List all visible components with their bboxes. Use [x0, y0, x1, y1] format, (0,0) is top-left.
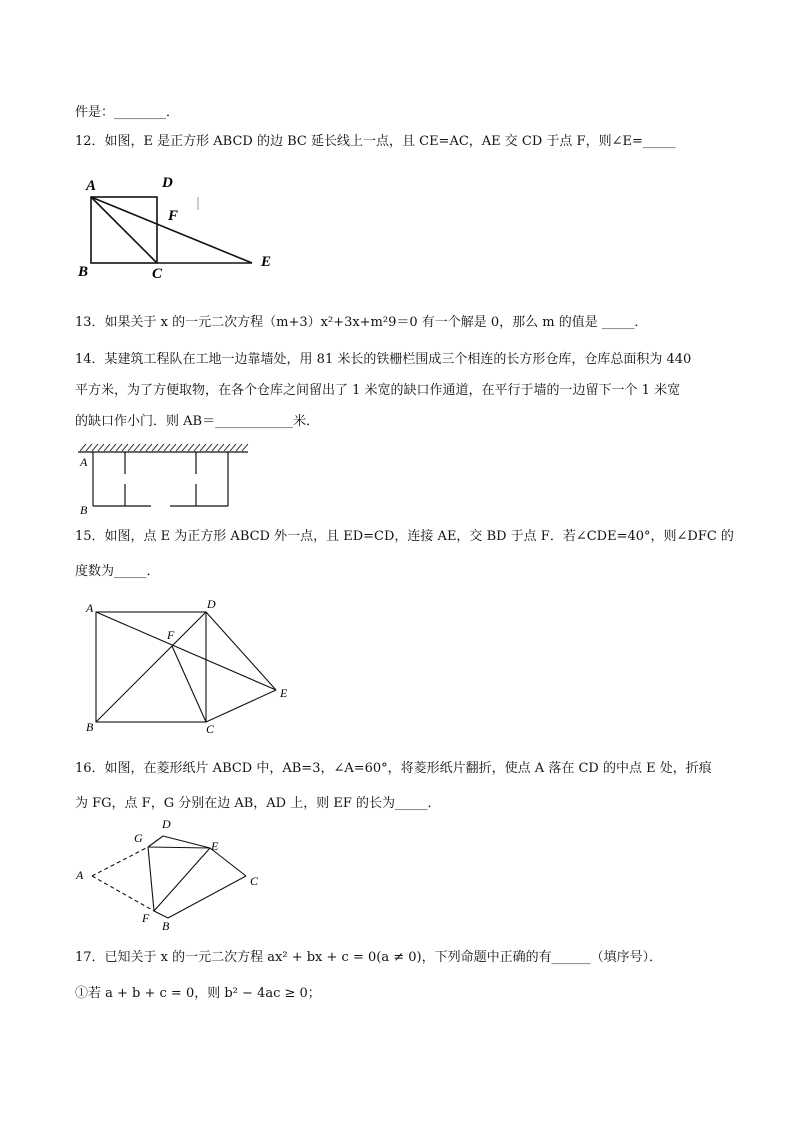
q12-label-a: A — [86, 178, 97, 194]
q14-line1: 14．某建筑工程队在工地一边靠墙处，用 81 米长的铁栅栏围成三个相连的长方形仓库，仓库总面积为 440 — [75, 352, 692, 367]
q16-figure — [70, 810, 270, 935]
q16-line2: 为 FG，点 F，G 分别在边 AB，AD 上，则 EF 的长为_____． — [75, 796, 441, 811]
q12-text: 12．如图，E 是正方形 ABCD 的边 BC 延长线上一点，且 CE=AC，AE 交 CD 于点 F，则∠E=_____ — [75, 134, 676, 149]
q12-label-b: B — [78, 264, 89, 280]
q16-label-g: G — [134, 831, 143, 845]
q12-label-d: D — [162, 175, 173, 191]
q17-text: 17．已知关于 x 的一元二次方程 ax² + bx + c = 0(a ≠ 0)，下列命题中正确的有______（填序号）． — [75, 950, 663, 965]
q11-tail: 件是：________． — [75, 105, 180, 120]
q16-label-c: C — [250, 874, 259, 888]
q12-figure — [70, 170, 290, 285]
q16-label-b: B — [162, 919, 170, 933]
q15-label-c: C — [206, 722, 215, 736]
q16-label-f: F — [142, 911, 150, 925]
q15-line1: 15．如图，点 E 为正方形 ABCD 外一点，且 ED=CD，连接 AE，交 BD 于点 F．若∠CDE=40°，则∠DFC 的 — [75, 529, 734, 544]
q12-label-c: C — [152, 266, 163, 282]
q14-line2: 平方米，为了方便取物，在各个仓库之间留出了 1 米宽的缺口作通道，在平行于墙的一边留下一个 1 米宽 — [75, 383, 681, 398]
q16-line1: 16．如图，在菱形纸片 ABCD 中，AB=3，∠A=60°，将菱形纸片翻折，使点 A 落在 CD 的中点 E 处，折痕 — [75, 761, 712, 776]
q14-line3: 的缺口作小门．则 AB＝____________米． — [75, 414, 320, 429]
q14-label-a: A — [80, 455, 88, 469]
q15-figure — [80, 595, 295, 740]
q16-label-d: D — [162, 817, 171, 831]
q16-label-a: A — [76, 868, 84, 882]
q12-label-f: F — [168, 208, 179, 224]
q15-label-d: D — [207, 597, 216, 611]
q15-label-a: A — [86, 601, 94, 615]
q14-figure — [72, 440, 252, 520]
q15-label-f: F — [167, 628, 175, 642]
q12-label-e: E — [261, 254, 272, 270]
q15-line2: 度数为_____． — [75, 564, 160, 579]
q15-label-b: B — [86, 720, 94, 734]
q15-label-e: E — [280, 686, 288, 700]
q16-label-e: E — [211, 839, 219, 853]
q14-label-b: B — [80, 503, 88, 517]
q13-text: 13．如果关于 x 的一元二次方程（m+3）x²+3x+m²9＝0 有一个解是 0，那么 m 的值是 _____． — [75, 315, 648, 330]
q17-item1: ①若 a + b + c = 0，则 b² − 4ac ≥ 0； — [75, 986, 321, 1001]
